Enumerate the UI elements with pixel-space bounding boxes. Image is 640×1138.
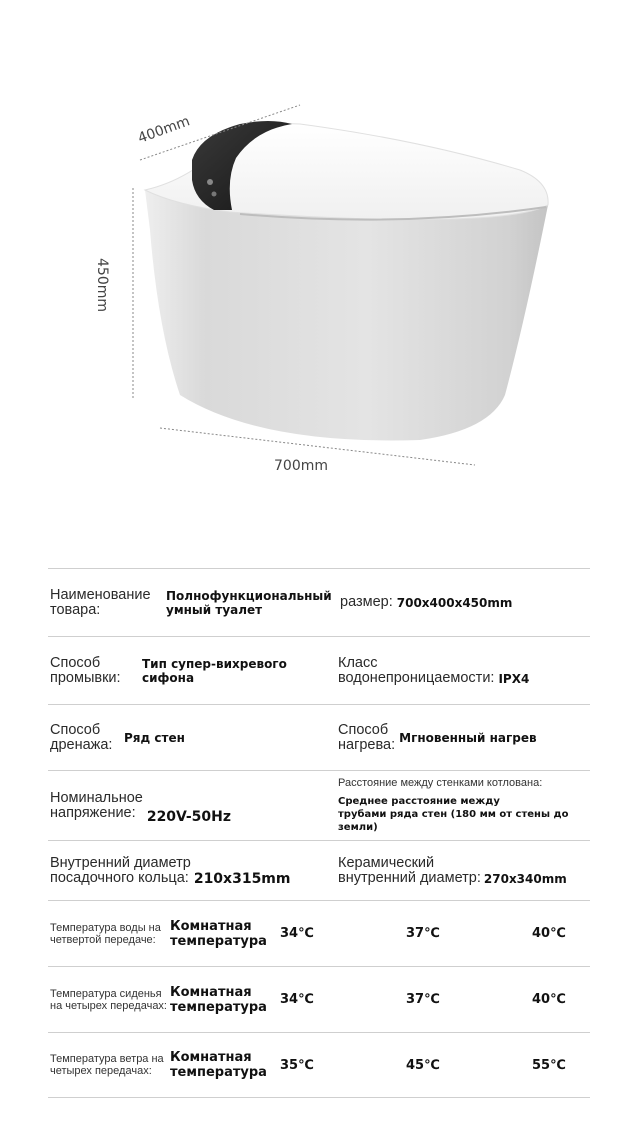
size-value: 700x400x450mm <box>396 595 513 610</box>
product-figure <box>0 0 640 560</box>
water-temp-label: Температура воды на четвертой передаче: <box>50 921 161 946</box>
voltage-value: 220V-50Hz <box>146 809 232 825</box>
heating-spec: Способ нагрева: Мгновенный нагрев <box>338 721 537 753</box>
width-dimension: 700mm <box>274 458 328 474</box>
water-temp-level-1: 34℃ <box>280 926 314 941</box>
seat-temp-label: Температура сиденья на четырех передачах: <box>50 987 167 1012</box>
seat-temp-level-3: 40℃ <box>532 992 566 1007</box>
waterproof-value: IPX4 <box>498 672 530 686</box>
seat-temp-level-1: 34℃ <box>280 992 314 1007</box>
temp-row-water <box>48 900 590 966</box>
product-name-value: Полнофункциональный умный туалет <box>166 588 332 617</box>
temp-row-wind <box>48 1032 590 1098</box>
wind-temp-level-1: 35℃ <box>280 1057 314 1073</box>
heating-value: Мгновенный нагрев <box>399 730 537 745</box>
seat-ring-value: 210x315mm <box>193 871 291 887</box>
seat-temp-level-2: 37℃ <box>406 992 440 1007</box>
water-temp-level-2: 37℃ <box>406 926 440 941</box>
drain-method-label: Способ дренажа: <box>50 721 113 753</box>
flush-method-label: Способ промывки: <box>50 654 121 686</box>
spec-row-voltage-distance <box>48 770 590 840</box>
spec-row-drain-heating <box>48 704 590 770</box>
flush-method-value: Тип супер-вихревого сифона <box>142 656 287 685</box>
ceramic-diameter-value: 270x340mm <box>483 872 567 886</box>
product-name-label: Наименование товара: <box>50 586 151 618</box>
seat-ring-spec: Внутренний диаметр посадочного кольца: 210x315mm <box>50 854 291 887</box>
spec-table <box>48 568 590 1098</box>
wind-temp-level-2: 45℃ <box>406 1057 440 1073</box>
size-label: размер: <box>340 594 393 610</box>
wind-temp-level-3: 55℃ <box>532 1057 566 1073</box>
pit-distance-label: Расстояние между стенками котлована: <box>338 777 543 789</box>
water-temp-level-3: 40℃ <box>532 926 566 941</box>
drain-method-value: Ряд стен <box>124 730 185 745</box>
height-dimension: 450mm <box>94 258 110 312</box>
spec-row-name-size <box>48 568 590 636</box>
seat-temp-room: Комнатная температура <box>170 984 267 1015</box>
temp-row-seat <box>48 966 590 1032</box>
pit-distance-spec: Расстояние между стенками котлована: Среднее расстояние между трубами ряда стен (180 мм от стены до земли) <box>338 777 569 833</box>
size-spec <box>340 569 590 636</box>
wind-temp-label: Температура ветра на четырех передачах: <box>50 1053 164 1077</box>
spec-row-diameters <box>48 840 590 900</box>
wind-temp-room: Комнатная температура <box>170 1050 267 1080</box>
water-temp-room: Комнатная температура <box>170 918 267 949</box>
depth-dimension: 400mm <box>135 113 193 147</box>
waterproof-spec: Класс водонепроницаемости: IPX4 <box>338 654 530 686</box>
toilet-illustration <box>145 121 548 440</box>
spec-row-flush-waterproof <box>48 636 590 704</box>
ceramic-diameter-spec: Керамический внутренний диаметр: 270x340mm <box>338 854 567 886</box>
voltage-spec: Номинальное напряжение: 220V-50Hz <box>50 789 232 825</box>
